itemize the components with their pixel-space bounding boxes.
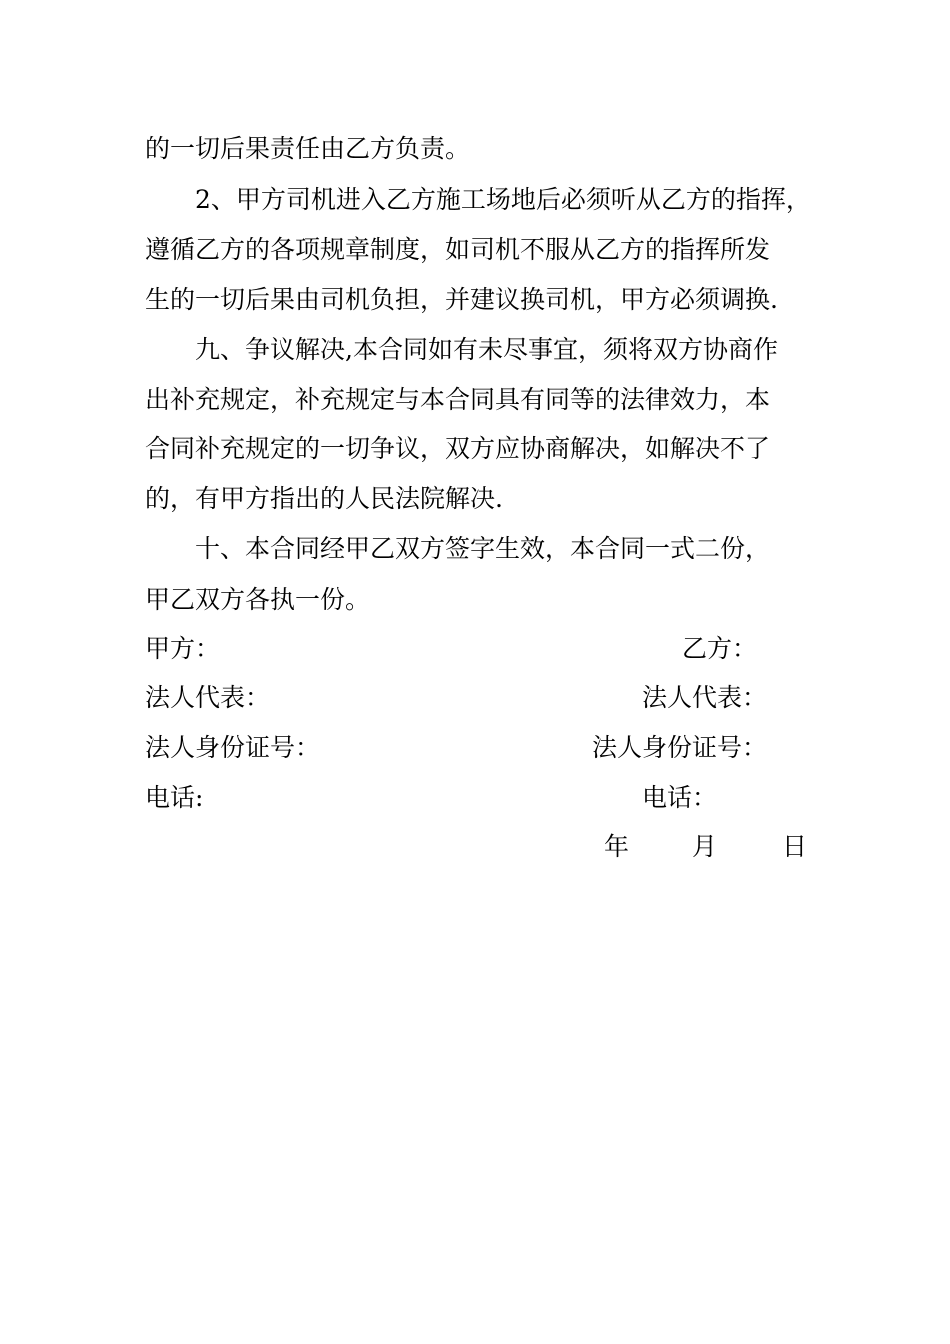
body-line-3: 遵循乙方的各项规章制度，如司机不服从乙方的指挥所发 — [145, 235, 771, 264]
date-year: 年 — [604, 832, 630, 861]
party-a-legal-rep: 法人代表： — [145, 683, 271, 712]
body-line-7: 合同补充规定的一切争议，双方应协商解决，如解决不了 — [145, 434, 771, 463]
party-a-label: 甲方： — [145, 634, 221, 663]
body-line-8: 的，有甲方指出的人民法院解决. — [145, 484, 503, 513]
body-line-1: 的一切后果责任由乙方负责。 — [145, 134, 471, 163]
body-line-4: 生的一切后果由司机负担，并建议换司机，甲方必须调换. — [145, 285, 778, 314]
party-a-phone: 电话: — [145, 783, 204, 812]
body-line-10: 甲乙双方各执一份。 — [145, 585, 371, 614]
party-a-id-number: 法人身份证号： — [145, 733, 321, 762]
body-line-2: 2、甲方司机进入乙方施工场地后必须听从乙方的指挥， — [195, 185, 811, 214]
date-day: 日 — [782, 832, 808, 861]
party-b-label: 乙方： — [682, 634, 758, 663]
party-b-phone: 电话： — [642, 783, 718, 812]
date-month: 月 — [692, 832, 718, 861]
body-line-6: 出补充规定，补充规定与本合同具有同等的法律效力，本 — [145, 385, 771, 414]
party-b-legal-rep: 法人代表： — [642, 683, 768, 712]
body-line-5: 九、争议解决,本合同如有未尽事宜，须将双方协商作 — [195, 335, 778, 364]
party-b-id-number: 法人身份证号： — [592, 733, 768, 762]
body-line-9: 十、本合同经甲乙双方签字生效，本合同一式二份， — [195, 534, 771, 563]
